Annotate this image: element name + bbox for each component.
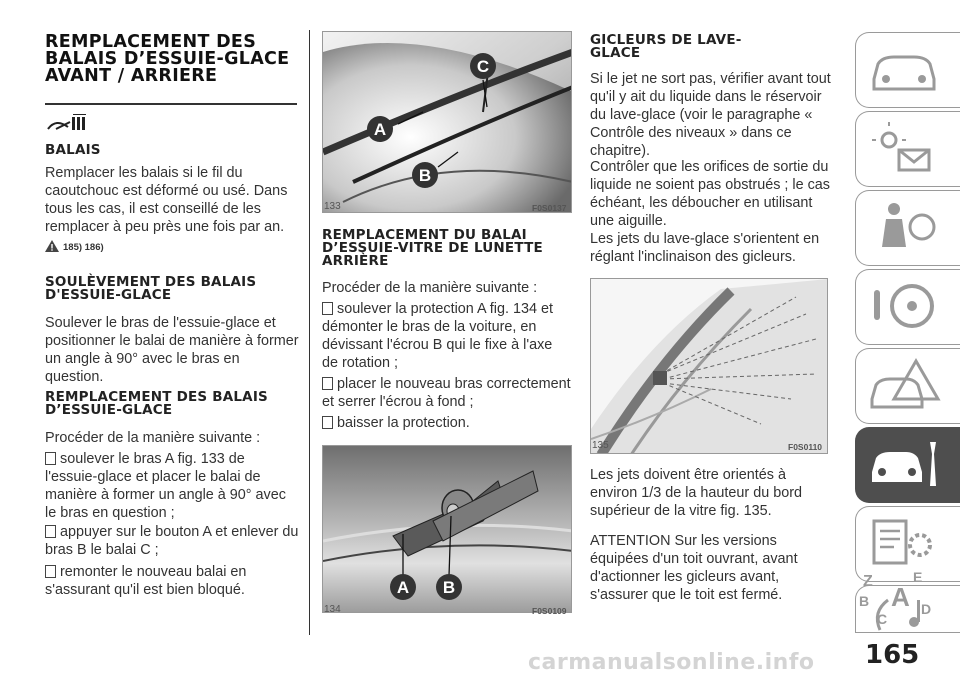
- car-emergency-icon: [864, 355, 944, 415]
- title-rule: [45, 103, 297, 105]
- text-gicleurs-2: Contrôler que les orifices de sortie du liquide ne soient pas obstrués ; le cas échéant, les déboucher en utilisant une aiguille.: [590, 159, 830, 229]
- figure-134-illustration: [323, 446, 572, 613]
- text-soulevement: Soulever le bras de l'essuie-glace et positionner le balai de manière à former un angle à 90° avec le bras en question.: [45, 315, 299, 385]
- text-balais: Remplacer les balais si le fil du caoutchouc est déformé ou usé. Dans tous les cas, il est conseillé de les remplacer à peu près une fois par an.: [45, 165, 288, 235]
- figure-135-illustration: [591, 279, 828, 454]
- label-a: A: [396, 578, 410, 597]
- figure-134-code: F0S0109: [532, 606, 567, 616]
- list-item: soulever le bras A fig. 133 de l'essuie-glace et placer le balai de manière à former un angle à 90° avec le bras en question ;: [45, 451, 286, 521]
- list-item: placer le nouveau bras correctement et serrer l'écrou à fond ;: [322, 376, 571, 410]
- tab-index[interactable]: [855, 566, 960, 636]
- bullet-box: [322, 302, 333, 315]
- tab-driving[interactable]: [855, 269, 960, 345]
- figure-133: [322, 31, 572, 213]
- heading-remplacement-arriere: REMPLACEMENT DU BALAI D’ESSUIE-VITRE DE LUNETTE ARRIÈRE: [322, 227, 543, 269]
- page-number: 165: [865, 640, 920, 670]
- list-item: soulever la protection A fig. 134 et démonter le bras de la voiture, en dévissant l'écrou B qui le fixe à l'axe de rotation ;: [322, 301, 553, 371]
- warning-refs: 185) 186): [45, 240, 104, 253]
- bullet-box: [322, 416, 333, 429]
- bullet-box: [45, 565, 56, 578]
- text-gicleurs-1: Si le jet ne sort pas, vérifier avant tout qu'il y ait du liquide dans le réservoir du lave-glace (voir le paragraphe « Contrôle des niveaux » dans ce chapitre).: [590, 71, 831, 159]
- index-letter-d: D: [921, 601, 932, 617]
- tab-vehicle-overview[interactable]: [855, 32, 960, 108]
- document-gear-icon: [864, 513, 944, 573]
- warning-light-mail-icon: [864, 118, 944, 178]
- index-letter-a: A: [891, 582, 910, 612]
- list-item: appuyer sur le bouton A et enlever du bras B le balai C ;: [45, 524, 299, 558]
- bullet-box: [45, 525, 56, 538]
- figure-134-number: 134: [324, 604, 341, 615]
- index-letter-z: Z: [863, 573, 873, 590]
- text-gicleurs-3: Les jets du lave-glace s'orientent en réglant l'inclinaison des gicleurs.: [590, 231, 820, 265]
- figure-135-code: F0S0110: [788, 442, 823, 452]
- text-gicleurs-4: Les jets doivent être orientés à environ 1/3 de la hauteur du bord supérieur de la vitre fig. 135.: [590, 467, 803, 519]
- label-b: B: [418, 166, 432, 185]
- figure-135-number: 135: [592, 440, 609, 451]
- heading-remplacement-avant: REMPLACEMENT DES BALAIS D’ESSUIE-GLACE: [45, 389, 268, 418]
- column-divider: [309, 30, 310, 635]
- text-intro-arriere: Procéder de la manière suivante :: [322, 280, 538, 296]
- label-c: C: [476, 57, 490, 76]
- tab-maintenance[interactable]: [855, 427, 960, 503]
- bullet-box: [45, 452, 56, 465]
- steering-wheel-icon: [864, 276, 944, 336]
- heading-balais: BALAIS: [45, 142, 101, 158]
- heading-soulevement: SOULÈVEMENT DES BALAIS D'ESSUIE-GLACE: [45, 274, 257, 303]
- figure-133-number: 133: [324, 201, 341, 212]
- index-letter-b: B: [859, 593, 870, 609]
- figure-133-code: F0S0137: [532, 203, 567, 213]
- seatbelt-airbag-icon: [864, 197, 944, 257]
- page-title: REMPLACEMENT DES BALAIS D’ESSUIE-GLACE AVANT / ARRIERE: [45, 32, 290, 86]
- index-letter-e: E: [913, 569, 923, 585]
- tab-emergency[interactable]: [855, 348, 960, 424]
- text-gicleurs-5: ATTENTION Sur les versions équipées d'un toit ouvrant, avant d'actionner les gicleurs avant, s'assurer que le toit est fermé.: [590, 533, 798, 603]
- figure-133-illustration: [323, 32, 572, 213]
- watermark: carmanualsonline.info: [528, 650, 815, 675]
- alphabet-index-icon: [855, 566, 955, 632]
- label-b: B: [442, 578, 456, 597]
- text-intro-avant: Procéder de la manière suivante :: [45, 430, 261, 446]
- figure-135: [590, 278, 828, 454]
- car-wrench-icon: [864, 434, 944, 494]
- list-item: baisser la protection.: [322, 414, 572, 432]
- bullet-box: [322, 377, 333, 390]
- tab-dashboard-lights[interactable]: [855, 111, 960, 187]
- figure-134: [322, 445, 572, 613]
- tab-safety[interactable]: [855, 190, 960, 266]
- index-letter-c: C: [877, 611, 888, 627]
- wiper-icon: [46, 114, 94, 134]
- label-a: A: [373, 120, 387, 139]
- list-item: remonter le nouveau balai en s'assurant qu'il est bien bloqué.: [45, 564, 247, 598]
- warning-icon: [45, 240, 59, 252]
- heading-gicleurs: GICLEURS DE LAVE-GLACE: [590, 32, 742, 61]
- car-front-icon: [864, 39, 944, 99]
